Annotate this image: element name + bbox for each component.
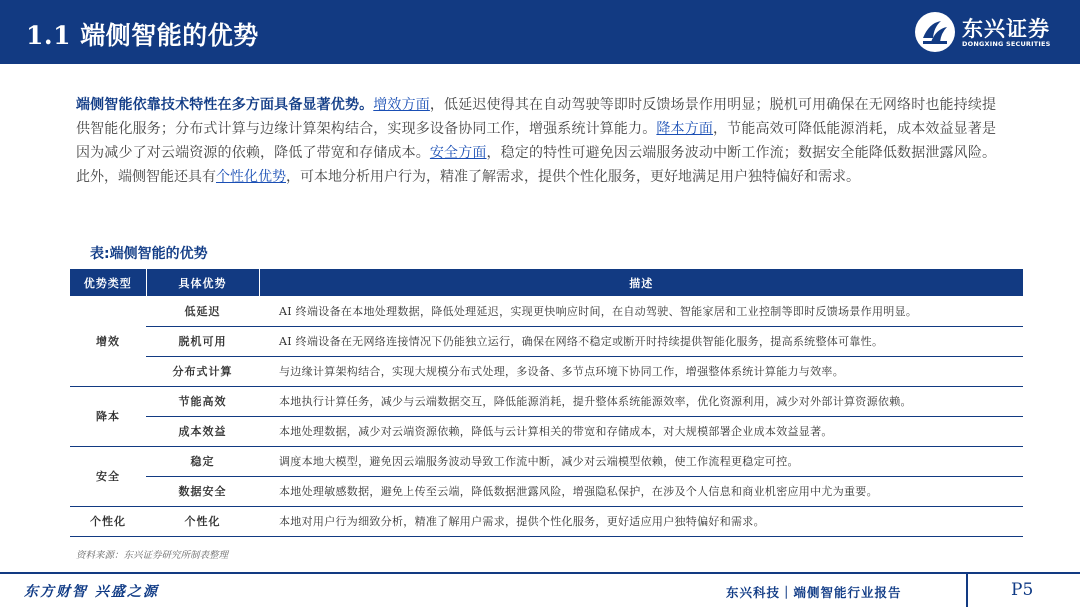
table-header-row (70, 269, 1023, 296)
table-row (70, 296, 1023, 326)
feature-cell: 数据安全 (146, 476, 259, 506)
table-row (70, 446, 1023, 476)
header-type: 优势类型 (70, 269, 146, 296)
table-caption: 表:端侧智能的优势 (90, 246, 208, 262)
header-bar (0, 0, 1080, 64)
table-row (70, 326, 1023, 356)
footer-slogan: 东方财智 兴盛之源 (24, 584, 159, 600)
table-row (70, 386, 1023, 416)
description-cell: 本地处理敏感数据，避免上传至云端，降低数据泄露风险，增强隐私保护，在涉及个人信息和商业机密应用中尤为重要。 (259, 476, 1023, 506)
intro-text-2: ，节能高效可降低能源消耗，成本效益显著是因为减少了对云端资源的依赖，降低了带宽和存储成本。 (76, 121, 996, 161)
brand-name-en: DONGXING SECURITIES (962, 40, 1051, 48)
footer-report-title: 东兴科技｜端侧智能行业报告 (726, 585, 902, 600)
header-feature: 具体优势 (146, 269, 259, 296)
intro-paragraph (76, 93, 996, 189)
table-row (70, 416, 1023, 446)
page-title: 1.1 端侧智能的优势 (26, 21, 259, 50)
keyword-security: 安全方面 (429, 145, 487, 161)
keyword-personalization: 个性化优势 (216, 169, 286, 185)
keyword-cost: 降本方面 (656, 121, 714, 137)
description-cell: 与边缘计算架构结合，实现大规模分布式处理，多设备、多节点环境下协同工作，增强整体系统计算能力与效率。 (259, 356, 1023, 386)
type-cell: 增效 (70, 296, 146, 386)
description-cell: AI 终端设备在本地处理数据，降低处理延迟，实现更快响应时间，在自动驾驶、智能家居和工业控制等即时反馈场景作用明显。 (259, 296, 1023, 326)
feature-cell: 个性化 (146, 506, 259, 536)
type-cell: 安全 (70, 446, 146, 506)
description-cell: 调度本地大模型，避免因云端服务波动导致工作流中断，减少对云端模型依赖，使工作流程更稳定可控。 (259, 446, 1023, 476)
feature-cell: 低延迟 (146, 296, 259, 326)
advantages-table (70, 269, 1023, 537)
keyword-efficiency: 增效方面 (373, 97, 430, 113)
intro-text-1: ，低延迟使得其在自动驾驶等即时反馈场景作用明显；脱机可用确保在无网络时也能持续提供智能化服务；分布式计算与边缘计算架构结合，实现多设备协同工作，增强系统计算能力。 (76, 97, 996, 137)
table-row (70, 476, 1023, 506)
table-row (70, 356, 1023, 386)
feature-cell: 成本效益 (146, 416, 259, 446)
page-number: P5 (1011, 580, 1034, 600)
feature-cell: 脱机可用 (146, 326, 259, 356)
dongxing-logo-icon (914, 11, 956, 53)
feature-cell: 节能高效 (146, 386, 259, 416)
description-cell: 本地执行计算任务，减少与云端数据交互，降低能源消耗，提升整体系统能源效率，优化资源利用，减少对外部计算资源依赖。 (259, 386, 1023, 416)
header-description: 描述 (259, 269, 1023, 296)
footer-divider (0, 572, 1080, 574)
description-cell: 本地处理数据，减少对云端资源依赖，降低与云计算相关的带宽和存储成本，对大规模部署企业成本效益显著。 (259, 416, 1023, 446)
brand-name-cn: 东兴证券 (962, 17, 1050, 41)
intro-text-4: ，可本地分析用户行为，精准了解需求，提供个性化服务，更好地满足用户独特偏好和需求。 (286, 169, 860, 185)
table-row (70, 506, 1023, 536)
intro-lead: 端侧智能依靠技术特性在多方面具备显著优势。 (76, 97, 374, 113)
feature-cell: 稳定 (146, 446, 259, 476)
feature-cell: 分布式计算 (146, 356, 259, 386)
description-cell: AI 终端设备在无网络连接情况下仍能独立运行，确保在网络不稳定或断开时持续提供智能化服务，提高系统整体可靠性。 (259, 326, 1023, 356)
type-cell: 个性化 (70, 506, 146, 536)
brand-logo (914, 11, 1064, 55)
intro-text-3: ，稳定的特性可避免因云端服务波动中断工作流；数据安全能降低数据泄露风险。此外，端侧智能还具有 (76, 145, 996, 185)
footer-separator (966, 574, 968, 607)
source-note: 资料来源：东兴证券研究所制表整理 (76, 550, 229, 561)
type-cell: 降本 (70, 386, 146, 446)
description-cell: 本地对用户行为细致分析，精准了解用户需求，提供个性化服务，更好适应用户独特偏好和需求。 (259, 506, 1023, 536)
